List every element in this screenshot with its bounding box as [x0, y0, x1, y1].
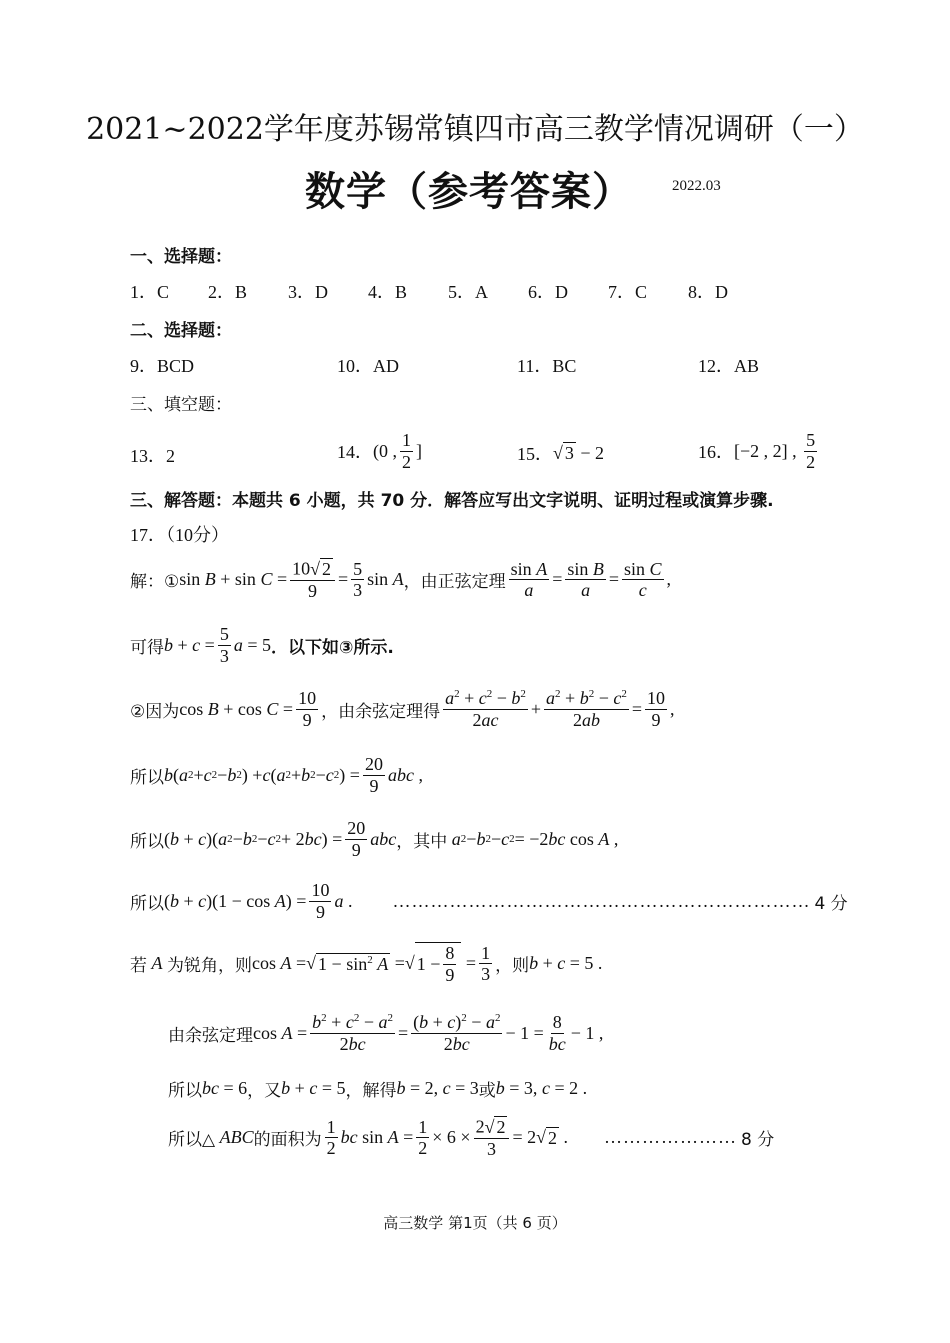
answer-6: 6．D [528, 282, 568, 302]
section2-answers [130, 352, 810, 376]
answer-1: 1．C [130, 282, 170, 302]
answer-12: 12．AB [698, 356, 760, 376]
score-4: 4 分 [814, 893, 848, 914]
section4-heading: 三、解答题：本题共 6 小题，共 70 分．解答应写出文字说明、证明过程或演算步骤. [130, 491, 774, 511]
answer-5: 5．A [448, 282, 488, 302]
section1-heading: 一、选择题： [130, 247, 232, 267]
answer-15: 15． √ 3 − 2 [517, 442, 605, 464]
section1-answers [130, 278, 770, 302]
solution-line-2: 可得 b + c = $\frac{5}{3}$ a = 5 ．以下如③所示. [130, 624, 394, 666]
page-footer: 高三数学 第1页（共 6 页） [383, 1214, 567, 1232]
solution-line-5: 所以 ( b + c )( a 2 − b 2 − c 2 + 2 bc ) = $\frac{20}{9}$ abc ，其中 a 2 − b 2 − c 2 = −2 bc cos A , [130, 818, 619, 860]
solution-line-8: 由余弦定理 cos A = $\frac{b^2 + c^2 - a^2}{2bc}$ = $\frac{(b + c)^2 - a^2}{2bc}$ − 1 = $\frac{8}{bc}$ − 1 , [168, 1012, 604, 1054]
answer-8: 8．D [688, 282, 728, 302]
solution-line-4: 所以 b ( a 2 + c 2 − b 2 ) + c ( a 2 + b 2 − c 2 ) = $\frac{20}{9}$ abc , [130, 754, 423, 796]
solution-line-1: 解：① sin B + sin C = 10√ 2 9 = $\frac{5}{3}$ sin A ，由正弦定理 $\frac{\text{sin A}}{a}$ = $\frac{\text{sin B}}{a}$ = $\frac{\text{sin C}}{c}$ , [130, 558, 672, 601]
solution-line-10: 所以△ ABC 的面积为 $\frac{1}{2}$ bc sin A = $\frac{1}{2}$ × 6 × 2√ 2 3 = 2 √ 2 . ………………… 8 分 [168, 1116, 775, 1159]
answer-13: 13．2 [130, 446, 175, 466]
solution-line-9: 所以 bc = 6 ，又 b + c = 5 ，解得 b = 2, c = 3 或 b = 3, c = 2 . [168, 1078, 588, 1101]
page-subtitle: 数学（参考答案） [305, 169, 633, 215]
answer-9: 9．BCD [130, 356, 195, 376]
answer-7: 7．C [608, 282, 648, 302]
answer-16: 16． [−2 , 2] , $\frac{5}{2}$ [698, 430, 816, 472]
section3-heading: 三、填空题： [130, 395, 232, 415]
answer-14: 14． (0 , $\frac{1}{2}$ ] [337, 430, 422, 472]
page-title: 2021~2022学年度苏锡常镇四市高三教学情况调研（一） [86, 112, 864, 147]
section2-heading: 二、选择题： [130, 321, 232, 341]
solution-line-7: 若 A 为锐角，则 cos A = √ $1 - \sin^2 A$ = √ 1 − $\frac{8}{9}$ = $\frac{1}{3}$ ，则 b + c = 5 . [130, 942, 603, 985]
answer-11: 11．BC [517, 356, 577, 376]
answer-3: 3．D [288, 282, 328, 302]
answer-4: 4．B [368, 282, 408, 302]
score-8: 8 分 [741, 1130, 775, 1151]
exam-date: 2022.03 [672, 178, 721, 194]
answer-2: 2．B [208, 282, 248, 302]
q17-label: 17．（10分） [130, 525, 229, 545]
section3-answers [130, 428, 830, 480]
answer-10: 10．AD [337, 356, 399, 376]
solution-line-3: ②因为 cos B + cos C = $\frac{10}{9}$ ，由余弦定理得 $\frac{a^2 + c^2 - b^2}{2ac}$ + $\frac{a^2 + b^2 - c^2}{2ab}$ = $\frac{10}{9}$ , [130, 688, 675, 730]
solution-line-6: 所以 ( b + c )(1 − cos A ) = $\frac{10}{9}$ a . ………………………………………………………… 4 分 [130, 880, 848, 922]
